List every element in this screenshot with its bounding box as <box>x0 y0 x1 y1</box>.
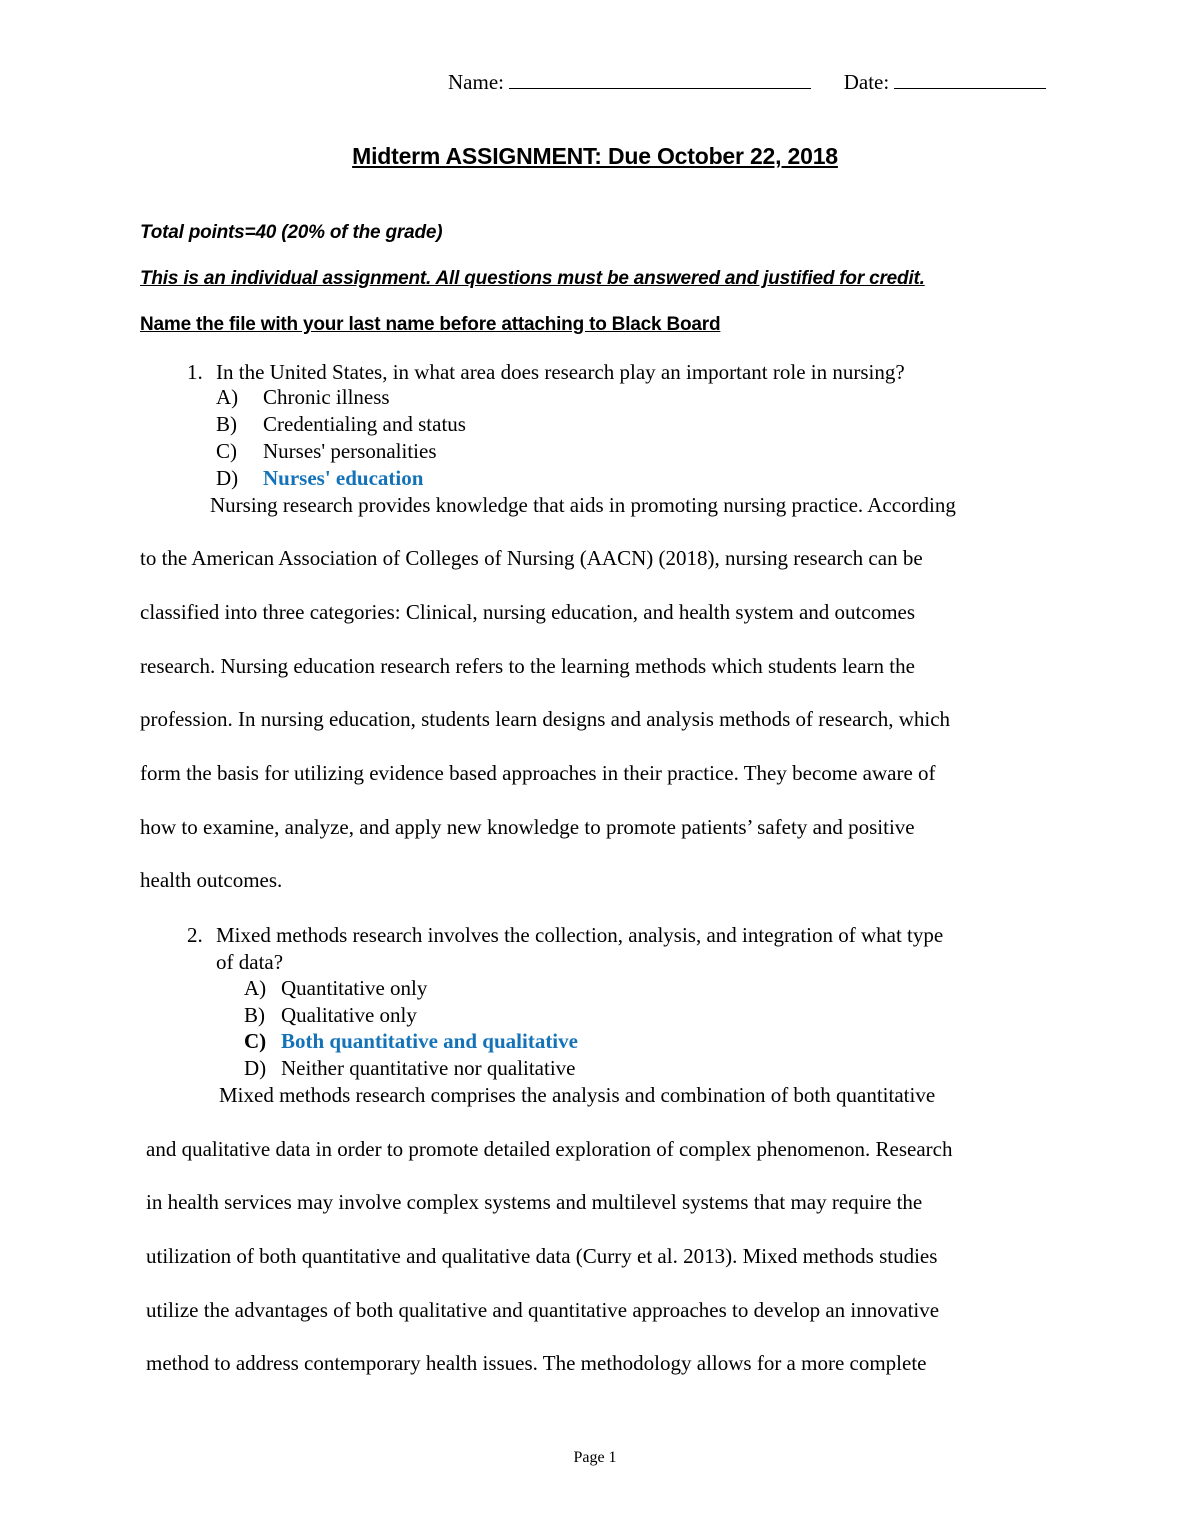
q2-option-c-letter: C) <box>244 1029 267 1053</box>
page-number: Page 1 <box>573 1449 617 1466</box>
q1-justification-line: classified into three categories: Clinical, nursing education, and health system and outcomes <box>140 600 916 624</box>
q2-justification-line: Mixed methods research comprises the analysis and combination of both quantitative <box>219 1083 936 1107</box>
q2-option-a-letter: A) <box>244 976 267 1000</box>
q2-justification-line: utilize the advantages of both qualitative and quantitative approaches to develop an innovative <box>146 1298 940 1322</box>
q1-justification-line: research. Nursing education research refers to the learning methods which students learn the <box>140 654 915 678</box>
q1-justification-line: form the basis for utilizing evidence based approaches in their practice. They become aware of <box>140 761 936 785</box>
q2-option-c-text-correct-answer: Both quantitative and qualitative <box>281 1029 578 1053</box>
q1-justification-line: how to examine, analyze, and apply new knowledge to promote patients’ safety and positive <box>140 815 915 839</box>
file-naming-note: Name the file with your last name before attaching to Black Board <box>140 314 721 335</box>
q1-justification-line: to the American Association of Colleges of Nursing (AACN) (2018), nursing research can be <box>140 546 923 570</box>
individual-note: This is an individual assignment. All questions must be answered and justified for credit. <box>140 268 925 289</box>
q2-justification-line: utilization of both quantitative and qualitative data (Curry et al. 2013). Mixed methods studies <box>146 1244 938 1268</box>
date-blank-line <box>894 72 1046 89</box>
q1-option-a-text: Chronic illness <box>263 385 390 409</box>
q1-option-d-text-correct-answer: Nurses' education <box>263 466 424 490</box>
q2-justification-line: and qualitative data in order to promote detailed exploration of complex phenomenon. Research <box>146 1137 953 1161</box>
q2-justification-line: in health services may involve complex systems and multilevel systems that may require the <box>146 1190 923 1214</box>
q2-justification-line: method to address contemporary health issues. The methodology allows for a more complete <box>146 1351 927 1375</box>
name-blank-line <box>509 72 811 89</box>
question-2-text: Mixed methods research involves the collection, analysis, and integration of what type <box>216 923 944 947</box>
q1-justification-line: profession. In nursing education, students learn designs and analysis methods of research, which <box>140 707 951 731</box>
question-1-text: In the United States, in what area does research play an important role in nursing? <box>216 360 905 384</box>
question-2-number: 2. <box>187 923 203 947</box>
q2-option-d-letter: D) <box>244 1056 267 1080</box>
q2-option-b-letter: B) <box>244 1003 265 1027</box>
q1-option-a-letter: A) <box>216 385 239 409</box>
q2-option-b-text: Qualitative only <box>281 1003 417 1027</box>
date-label: Date: <box>843 70 890 94</box>
q1-option-b-letter: B) <box>216 412 237 436</box>
question-1-number: 1. <box>187 360 203 384</box>
q1-justification-line: Nursing research provides knowledge that aids in promoting nursing practice. According <box>210 493 956 517</box>
name-date-header <box>448 70 1046 95</box>
q1-option-c-letter: C) <box>216 439 237 463</box>
page-title: Midterm ASSIGNMENT: Due October 22, 2018 <box>352 143 838 169</box>
points-note: Total points=40 (20% of the grade) <box>140 222 443 243</box>
q2-option-d-text: Neither quantitative nor qualitative <box>281 1056 576 1080</box>
question-2-text: of data? <box>216 950 284 974</box>
q2-option-a-text: Quantitative only <box>281 976 428 1000</box>
q1-option-d-letter: D) <box>216 466 239 490</box>
name-label: Name: <box>448 70 504 94</box>
q1-justification-line: health outcomes. <box>140 868 283 892</box>
q1-option-b-text: Credentialing and status <box>263 412 466 436</box>
q1-option-c-text: Nurses' personalities <box>263 439 437 463</box>
